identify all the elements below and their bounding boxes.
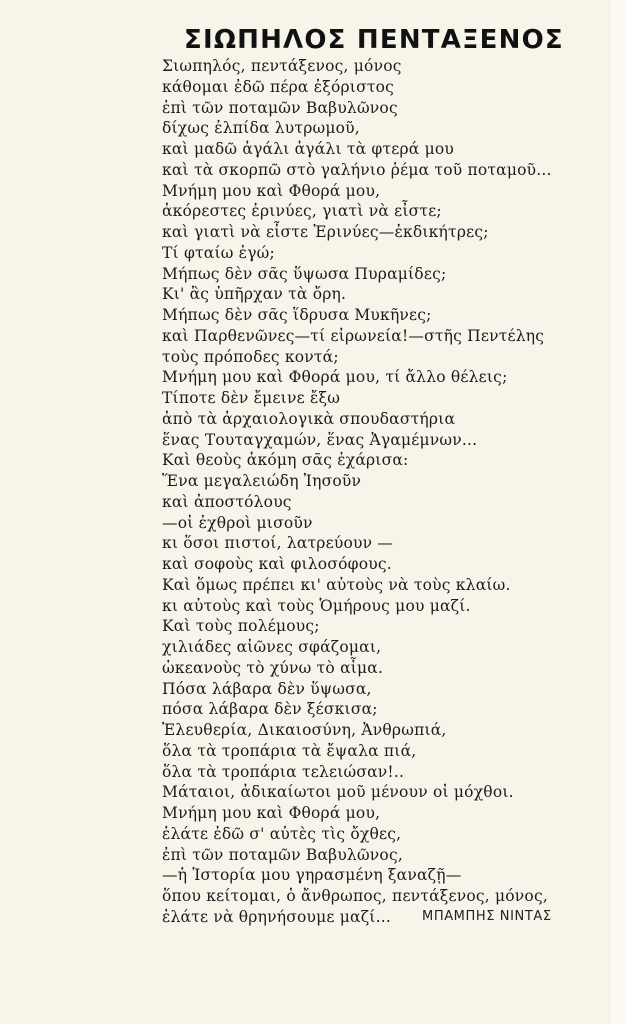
poem-line: ἐπὶ τῶν ποταμῶν Βαβυλῶνος [162, 98, 398, 117]
poem-line: καὶ Παρθενῶνες—τί εἰρωνεία!—στῆς Πεντέλης [162, 326, 545, 345]
author-signature: ΜΠΑΜΠΗΣ ΝΙΝΤΑΣ [422, 909, 552, 924]
poem-line: καὶ σοφοὺς καὶ φιλοσόφους. [162, 555, 392, 573]
poem-line: ὠκεανοὺς τὸ χύνω τὸ αἷμα. [162, 658, 384, 677]
poem-line: κι αὐτοὺς καὶ τοὺς Ὁμήρους μου μαζί. [162, 596, 471, 615]
poem-line: Σιωπηλός, πεντάξενος, μόνος [162, 57, 402, 75]
poem-line: ἀπὸ τὰ ἀρχαιολογικὰ σπουδαστήρια [162, 409, 456, 428]
poem-line: ἀκόρεστες ἐρινύες, γιατὶ νὰ εἶστε; [162, 202, 442, 221]
poem-line: Ἐλευθερία, Δικαιοσύνη, Ἀνθρωπιά, [162, 721, 447, 739]
poem-line: ἐπὶ τῶν ποταμῶν Βαβυλῶνος, [162, 845, 403, 864]
poem-line: Κι' ἂς ὑπῆρχαν τὰ ὄρη. [162, 285, 347, 304]
poem-line: τοὺς πρόποδες κοντά; [162, 347, 339, 366]
poem-line: Πόσα λάβαρα δὲν ὕψωσα, [162, 679, 372, 698]
poem-line: Τίποτε δὲν ἔμεινε ἔξω [162, 389, 341, 407]
poem-line: Καὶ τοὺς πολέμους; [162, 617, 320, 636]
poem-line: ἐλάτε νὰ θρηνήσουμε μαζί... [162, 907, 391, 926]
poem-line: Καὶ ὅμως πρέπει κι' αὐτοὺς νὰ τοὺς κλαίω. [162, 575, 511, 594]
poem-line: Καὶ θεοὺς ἀκόμη σᾶς ἐχάρισα: [162, 451, 409, 470]
poem-line: καὶ γιατὶ νὰ εἶστε Ἐρινύες—ἐκδικήτρες; [162, 223, 489, 241]
poem-line: κάθομαι ἐδῶ πέρα ἐξόριστος [162, 77, 395, 96]
poem-line: κι ὅσοι πιστοί, λατρεύουν — [162, 534, 394, 553]
page-edge [611, 0, 625, 1024]
poem-line: χιλιάδες αἰῶνες σφάζομαι, [162, 638, 382, 656]
poem-line: ὅλα τὰ τροπάρια τελειώσαν!.. [162, 762, 405, 781]
poem-body [162, 56, 612, 928]
poem-title: ΣΙΩΠΗΛΟΣ ΠΕΝΤΑΞΕΝΟΣ [184, 25, 564, 55]
poem-line: πόσα λάβαρα δὲν ξέσκισα; [162, 700, 378, 719]
poem-line: Μήπως δὲν σᾶς ὕψωσα Πυραμίδες; [162, 264, 447, 283]
poem-line: ἐλάτε ἐδῶ σ' αὐτὲς τὶς ὄχθες, [162, 824, 402, 843]
poem-line: Μνήμη μου καὶ Φθορά μου, [162, 181, 381, 200]
poem-line: ὅπου κείτομαι, ὁ ἄνθρωπος, πεντάξενος, μόνος, [162, 887, 548, 905]
poem-line: καὶ ἀποστόλους [162, 492, 292, 511]
poem-line: ἕνας Τουταγχαμών, ἕνας Ἀγαμέμνων... [162, 430, 478, 449]
poem-line: —οἱ ἐχθροὶ μισοῦν [162, 513, 313, 532]
poem-line: καὶ μαδῶ ἀγάλι ἀγάλι τὰ φτερά μου [162, 140, 455, 158]
poem-line: Μνήμη μου καὶ Φθορά μου, τί ἄλλο θέλεις; [162, 368, 508, 387]
poem-line: Μνήμη μου καὶ Φθορά μου, [162, 804, 381, 822]
poem-line: —ἡ Ἱστορία μου γηρασμένη ξαναζῇ— [162, 866, 462, 885]
poem-line: δίχως ἐλπίδα λυτρωμοῦ, [162, 119, 360, 138]
poem-line: ὅλα τὰ τροπάρια τὰ ἔψαλα πιά, [162, 741, 417, 760]
poem-line: Μήπως δὲν σᾶς ἵδρυσα Μυκῆνες; [162, 306, 432, 324]
poem-line: Ἕνα μεγαλειώδη Ἰησοῦν [162, 472, 362, 490]
poem-line: Μάταιοι, ἀδικαίωτοι μοῦ μένουν οἱ μόχθοι. [162, 783, 514, 802]
poem-line: Τί φταίω ἐγώ; [162, 243, 275, 262]
poem-line: καὶ τὰ σκορπῶ στὸ γαλήνιο ῥέμα τοῦ ποταμοῦ... [162, 160, 552, 179]
